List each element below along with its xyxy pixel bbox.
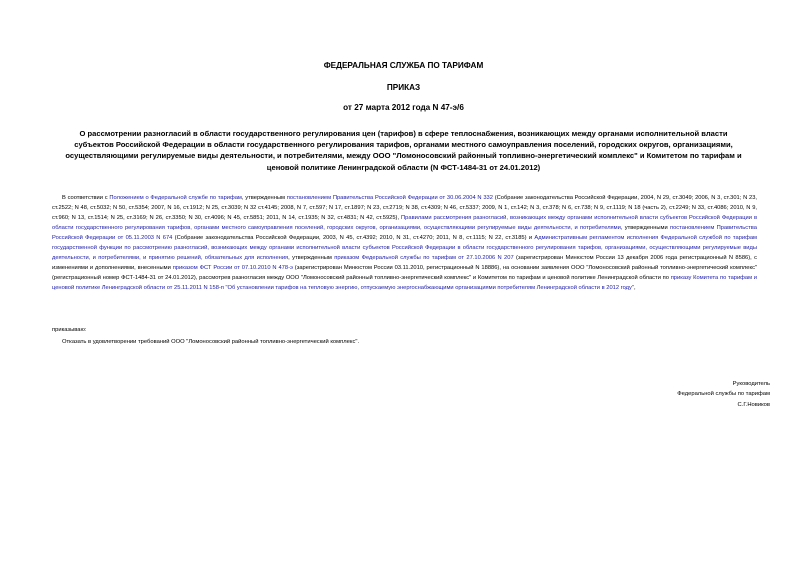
body-text-7: (зарегистрирован Минюстом России 13 декабря 2006 года регистрационный N 8586), с изменениями и дополнениями, внесенными <box>52 255 757 271</box>
preamble-paragraph <box>52 193 757 293</box>
link-government-decree-674[interactable]: постановлением Правительства Российской Федерации от 05.11.2003 N 674 <box>52 225 757 241</box>
link-government-decree-332[interactable]: постановлением Правительства Российской Федерации от 30.06.2004 N 332 <box>286 195 493 201</box>
body-text-1: В соответствии с <box>62 195 110 201</box>
body-text-5: (Собрание законодательства Российской Федерации, 2003, N 45, ст.4392; 2010, N 31, ст.4270; 2011, N 8, ст.1115; N 22, ст.3185) и <box>172 235 535 241</box>
agency-title: ФЕДЕРАЛЬНАЯ СЛУЖБА ПО ТАРИФАМ <box>323 61 484 70</box>
signatory-title-line1: Руководитель <box>732 381 770 387</box>
body-text-6: , утвержденным <box>288 255 335 261</box>
link-committee-order-158[interactable]: приказу Комитета по тарифам и ценовой политике Ленинградской области от 25.11.2011 N 158-п "Об установлении тарифов на тепловую энергию, отпускаемую энергоснабжающими организациями потребителям Ленинградской области в 2012 году" <box>52 275 757 291</box>
link-fst-regulation[interactable]: Положением о Федеральной службе по тарифам <box>109 195 242 201</box>
body-text-2: , утвержденным <box>241 195 287 201</box>
body-text-3: (Собрание законодательства Российской Федерации, 2004, N 29, ст.3049; 2006, N 3, ст.301; N 23, ст.2522; N 48, ст.5032; N 50, ст.5354; 2007, N 16, ст.1912; N 25, ст.3039; N 32 ст.4145; 2008, N 7, ст.597; N 17, ст.1897; N 23, ст.2719; N 38, ст.4309; N 46, ст.5337; 2009, N 1, ст.142; N 3, ст.378; N 6, ст.738; N 9, ст.1119; N 18 (часть 2), ст.2249; N 33, ст.4086; 2010, N 9, ст.960; N 13, ст.1514; N 25, ст.3169; N 26, ст.3350; N 30, ст.4096; N 45, ст.5851; 2011, N 14, ст.1935; N 32, ст.4831; N 42, ст.5925), <box>52 195 757 221</box>
link-fst-order-478[interactable]: приказом ФСТ России от 07.10.2010 N 478-э <box>172 265 293 271</box>
signatory-name: С.Г.Новиков <box>737 401 770 408</box>
document-subject: О рассмотрении разногласий в области государственного регулирования цен (тарифов) в сфере теплоснабжения, возникающих между органами исполнительной власти субъектов Российской Федерации в области государственного регулирования тарифов, органами местного самоуправления поселений, городских округов, организациями, осуществляющими регулируемые виды деятельности, и потребителями, между ООО "Ломоносовский районный топливно-энергетический комплекс" и Комитетом по тарифам и ценовой политике Ленинградской области (N ФСТ-1484-31 от 24.01.2012) <box>65 129 742 172</box>
link-administrative-regulation[interactable]: Административным регламентом исполнения Федеральной службой по тарифам государственной функции по рассмотрению разногласий, возникающих между органами исполнительной власти субъектов Российской Федерации в области государственного регулирования тарифов, организациями, осуществляющими регулируемые виды деятельности, и потребителями, и принятию решений, обязательных для исполнения <box>52 235 757 261</box>
document-date-number: от 27 марта 2012 года N 47-э/6 <box>343 103 464 112</box>
document-type: ПРИКАЗ <box>386 83 421 92</box>
body-text-4: , утвержденными <box>620 225 670 231</box>
link-fst-order-207[interactable]: приказом Федеральной службы по тарифам от 27.10.2006 N 207 <box>334 255 514 261</box>
body-text-9: , <box>633 285 636 291</box>
link-disagreement-rules[interactable]: Правилами рассмотрения разногласий, возникающих между органами исполнительной власти субъектов Российской Федерации в области государственного регулирования тарифов, органами местного самоуправления поселений, городских округов, организациями, осуществляющими регулируемые виды деятельности, и потребителями <box>52 215 757 231</box>
decision-text: Отказать в удовлетворении требований ООО "Ломоносовский районный топливно-энергетический комплекс". <box>62 339 360 345</box>
orders-word: приказываю: <box>52 327 87 333</box>
body-text-8: (зарегистрирован Минюстом России 03.11.2010, регистрационный N 18886), на основании заявления ООО "Ломоносовский районный топливно-энергетический комплекс" (регистрационный номер ФСТ-1484-31 от 24.01.2012), рассмотрев разногласия между ООО "Ломоносовский районный топливно-энергетический комплекс" и Комитетом по тарифам и ценовой политике Ленинградской области по <box>52 265 757 281</box>
signature-block <box>677 379 770 410</box>
signatory-title-line2: Федеральной службы по тарифам <box>677 391 770 398</box>
